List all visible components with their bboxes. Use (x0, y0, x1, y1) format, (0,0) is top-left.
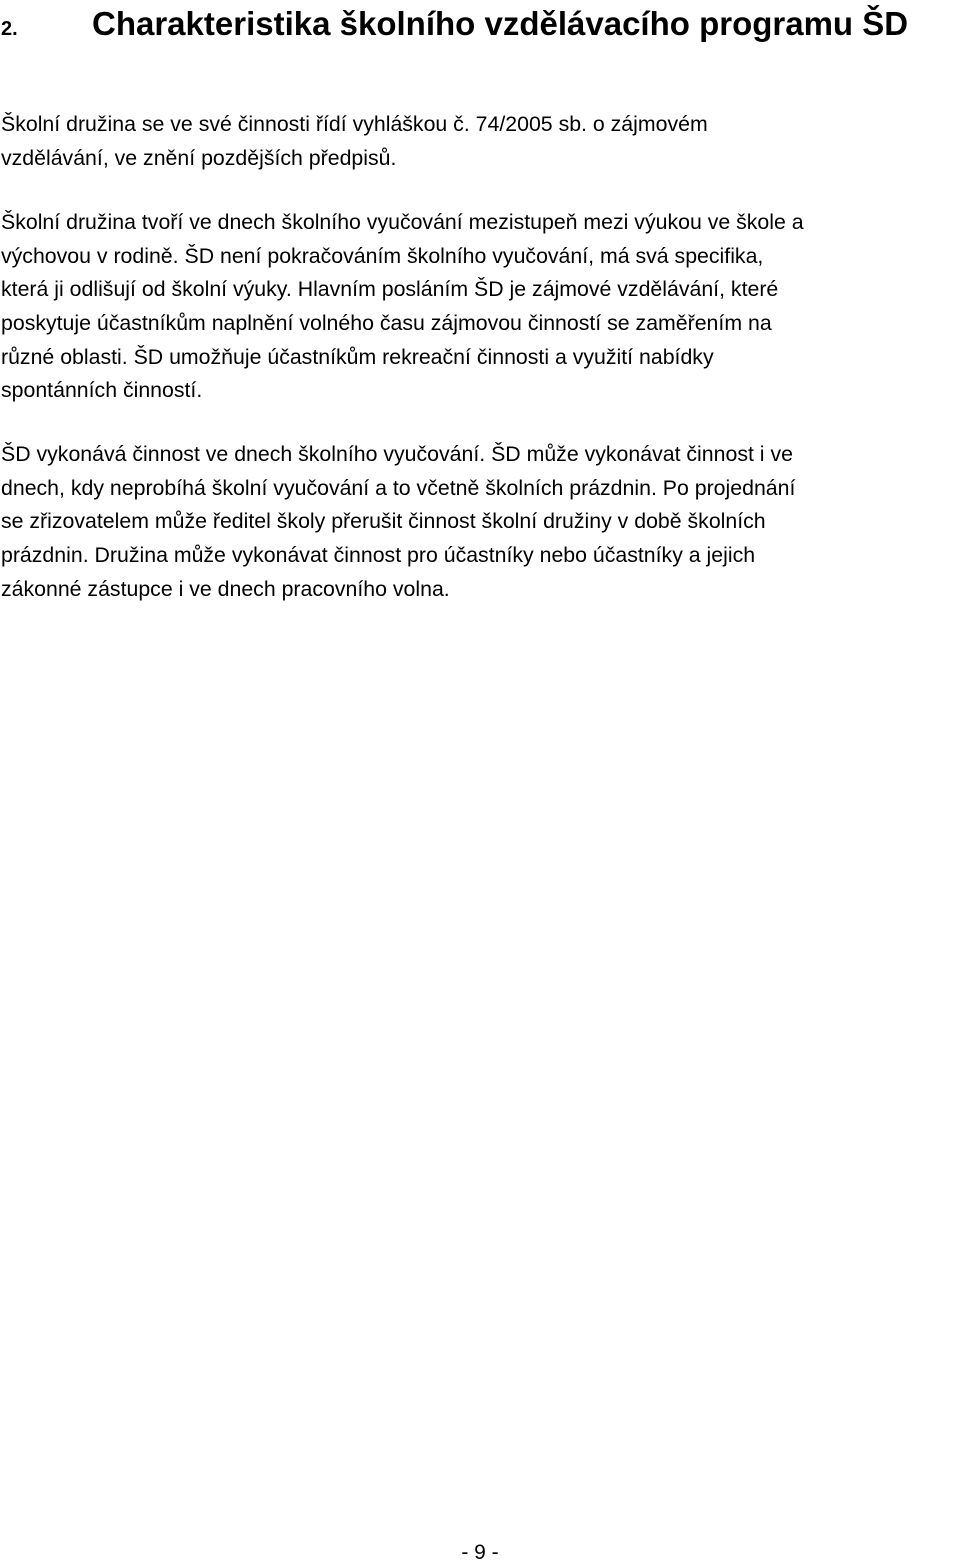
text-line: zákonné zástupce i ve dnech pracovního volna. (1, 576, 450, 601)
section-heading (0, 2, 960, 46)
text-line: spontánních činností. (1, 378, 203, 403)
text-line: se zřizovatelem může ředitel školy přerušit činnost školní družiny v době školních (1, 509, 766, 534)
text-line: vzdělávání, ve znění pozdějších předpisů. (1, 145, 397, 170)
text-line: poskytuje účastníkům naplnění volného času zájmovou činností se zaměřením na (1, 311, 772, 336)
text-line: prázdnin. Družina může vykonávat činnost pro účastníky nebo účastníky a jejich (1, 543, 756, 568)
text-line: různé oblasti. ŠD umožňuje účastníkům rekreační činnosti a využití nabídky (1, 344, 714, 369)
text-line: Školní družina se ve své činnosti řídí vyhláškou č. 74/2005 sb. o zájmovém (1, 112, 708, 136)
text-line: výchovou v rodině. ŠD není pokračováním školního vyučování, má svá specifika, (1, 243, 764, 268)
section-title: Charakteristika školního vzdělávacího programu ŠD (92, 5, 909, 42)
text-line: ŠD vykonává činnost ve dnech školního vyučování. ŠD může vykonávat činnost i ve (1, 442, 793, 466)
text-line: která ji odlišují od školní výuky. Hlavním posláním ŠD je zájmové vzdělávání, které (1, 277, 779, 302)
text-line: Školní družina tvoří ve dnech školního vyučování mezistupeň mezi výukou ve škole a (1, 210, 804, 234)
paragraph-operating-days (1, 438, 959, 606)
page-number: - 9 - (461, 1541, 499, 1564)
text-line: dnech, kdy neprobíhá školní vyučování a to včetně školních prázdnin. Po projednání (1, 475, 796, 500)
section-number: 2. (1, 18, 18, 40)
paragraph-legal-basis (1, 108, 959, 175)
paragraph-mission (1, 206, 959, 408)
